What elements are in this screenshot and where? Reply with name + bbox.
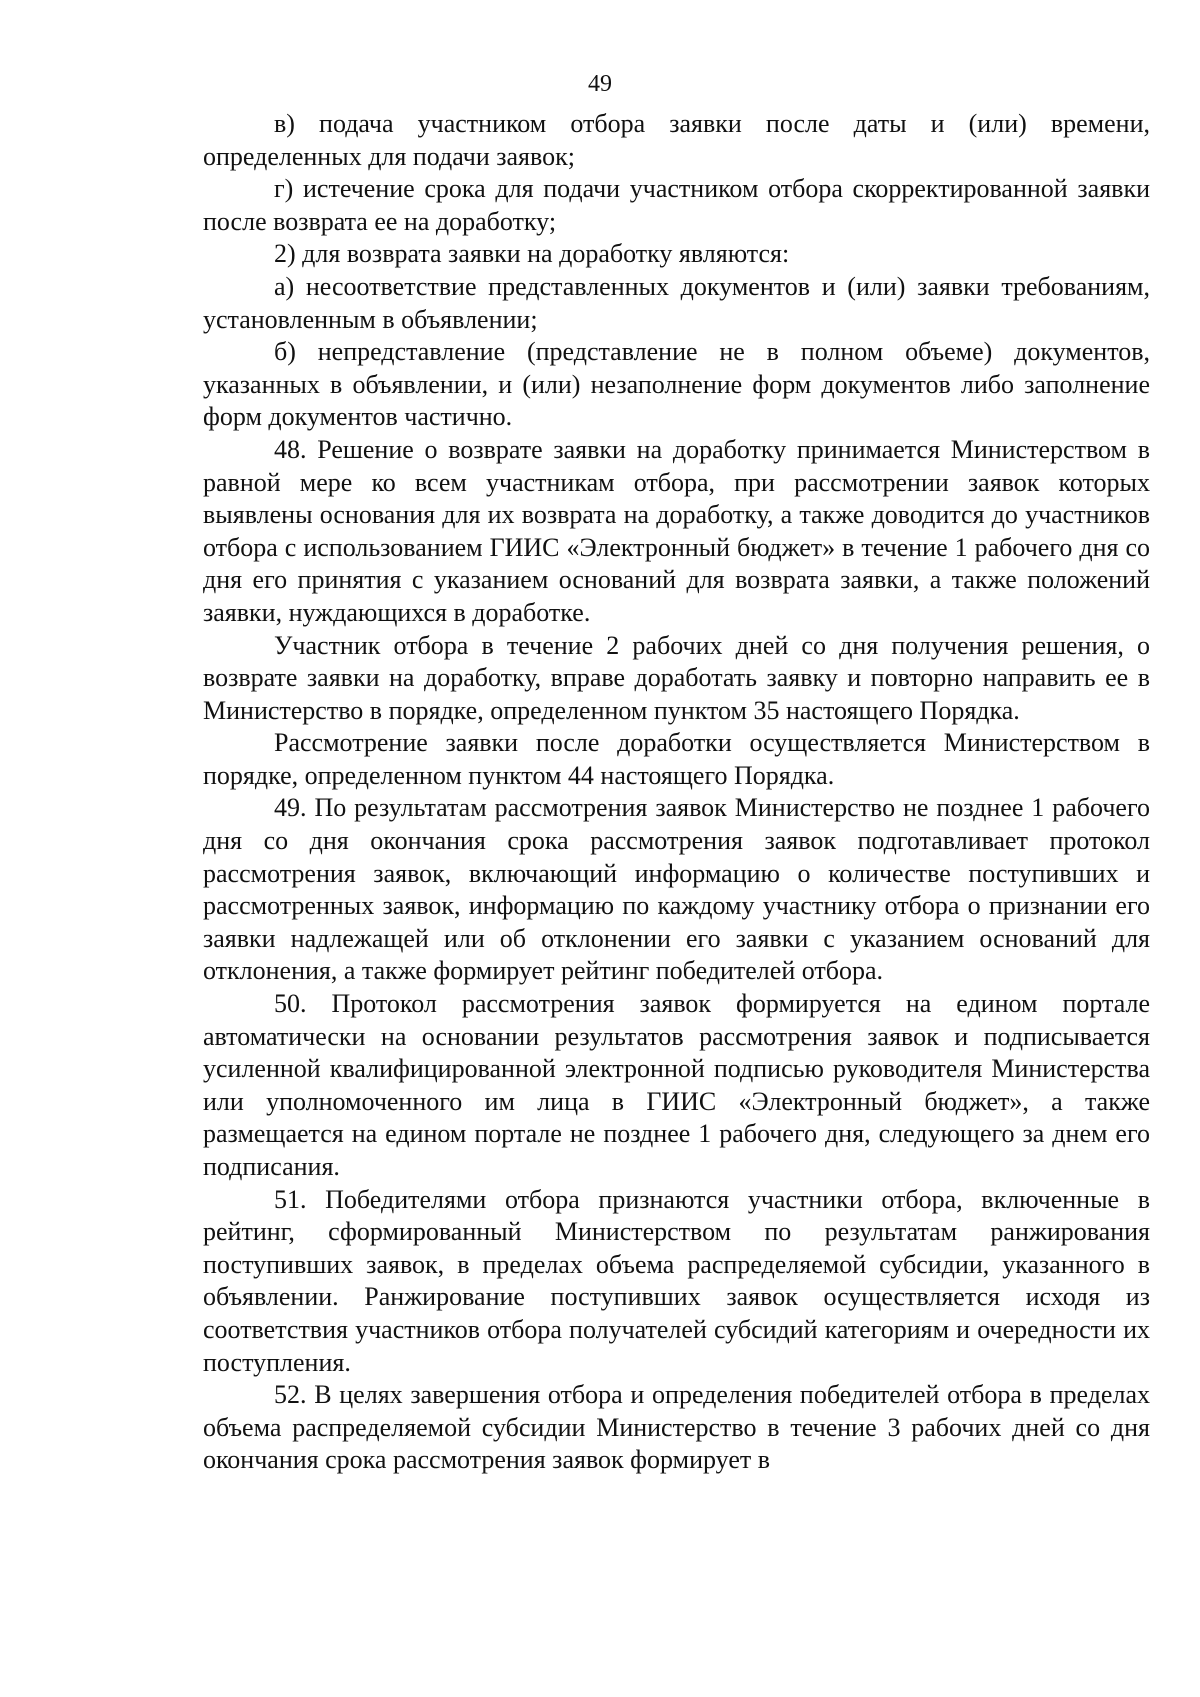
paragraph-clause-52: 52. В целях завершения отбора и определения победителей отбора в пределах объема распределяемой субсидии Министерство в течение 3 рабочих дней со дня окончания срока рассмотрения заявок формирует в	[203, 1380, 1150, 1475]
paragraph-clause-48-resubmission: Участник отбора в течение 2 рабочих дней со дня получения решения, о возврате заявки на доработку, вправе доработать заявку и повторно направить ее в Министерство в порядке, определенном пунктом 35 настоящего Порядка.	[203, 630, 1150, 725]
paragraph-clause-48: 48. Решение о возврате заявки на доработку принимается Министерством в равной мере ко всем участникам отбора, при рассмотрении заявок которых выявлены основания для их возврата на доработку, а также доводится до участников отбора с использованием ГИИС «Электронный бюджет» в течение 1 рабочего дня со дня его принятия с указанием оснований для возврата заявки, а также положений заявки, нуждающихся в доработке.	[203, 434, 1150, 627]
paragraph-clause-50: 50. Протокол рассмотрения заявок формируется на едином портале автоматически на основании результатов рассмотрения заявок и подписывается усиленной квалифицированной электронной подписью руководителя Министерства или уполномоченного им лица в ГИИС «Электронный бюджет», а также размещается на едином портале не позднее 1 рабочего дня, следующего за днем его подписания.	[203, 989, 1150, 1181]
paragraph-item-b: б) непредставление (представление не в полном объеме) документов, указанных в объявлении, и (или) незаполнение форм документов либо заполнение форм документов частично.	[203, 337, 1150, 432]
paragraph-item-v: в) подача участником отбора заявки после даты и (или) времени, определенных для подачи заявок;	[203, 109, 1150, 171]
document-body	[203, 108, 1150, 1477]
page-number: 49	[588, 71, 612, 97]
paragraph-item-a: а) несоответствие представленных документов и (или) заявки требованиям, установленным в объявлении;	[203, 271, 1150, 334]
paragraph-clause-51: 51. Победителями отбора признаются участники отбора, включенные в рейтинг, сформированный Министерством по результатам ранжирования поступивших заявок, в пределах объема распределяемой субсидии, указанного в объявлении. Ранжирование поступивших заявок осуществляется исходя из соответствия участников отбора получателей субсидий категориям и очередности их поступления.	[203, 1184, 1150, 1377]
paragraph-clause-49: 49. По результатам рассмотрения заявок Министерство не позднее 1 рабочего дня со дня окончания срока рассмотрения заявок подготавливает протокол рассмотрения заявок, включающий информацию о количестве поступивших и рассмотренных заявок, информацию по каждому участнику отбора о признании его заявки надлежащей или об отклонении его заявки с указанием оснований для отклонения, а также формирует рейтинг победителей отбора.	[203, 793, 1150, 986]
paragraph-clause-48-review: Рассмотрение заявки после доработки осуществляется Министерством в порядке, определенном пунктом 44 настоящего Порядка.	[203, 728, 1150, 790]
paragraph-item-g: г) истечение срока для подачи участником отбора скорректированной заявки после возврата ее на доработку;	[203, 174, 1150, 236]
paragraph-item-2: 2) для возврата заявки на доработку являются:	[274, 239, 790, 269]
